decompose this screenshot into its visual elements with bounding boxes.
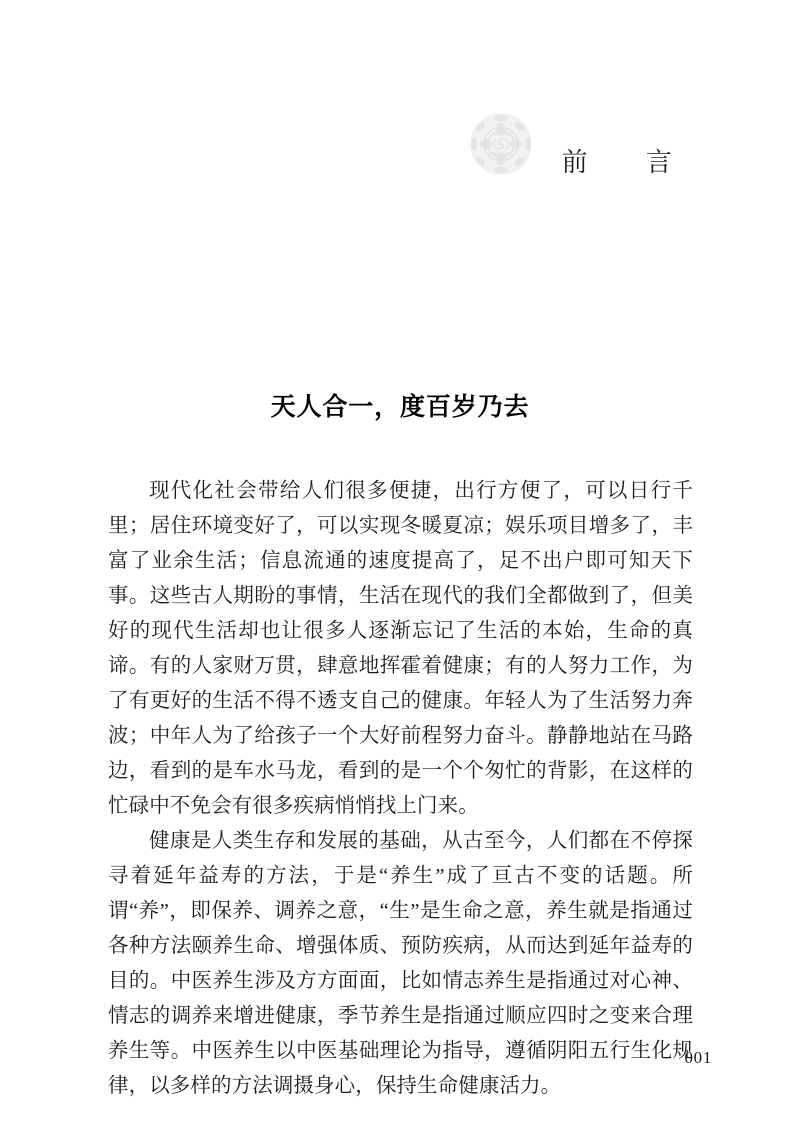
page-header: [470, 112, 692, 176]
floral-medallion-icon: [470, 113, 532, 175]
body-content: [108, 474, 693, 1104]
section-label: 前 言: [561, 148, 688, 177]
paragraph: 健康是人类生存和发展的基础，从古至今，人们都在不停探寻着延年益寿的方法，于是“养生”成了亘古不变的话题。所谓“养”，即保养、调养之意，“生”是生命之意，养生就是指通过各种方法颐养生命、增强体质、预防疾病，从而达到延年益寿的目的。中医养生涉及方方面面，比如情志养生是指通过对心神、情志的调养来增进健康，季节养生是指通过顺应四时之变来合理养生等。中医养生以中医基础理论为指导，遵循阴阳五行生化规律，以多样的方法调摄身心，保持生命健康活力。: [108, 830, 693, 1097]
page-title: 天人合一，度百岁乃去: [270, 392, 530, 421]
page-number: 001: [684, 1048, 712, 1067]
paragraph: 现代化社会带给人们很多便捷，出行方便了，可以日行千里；居住环境变好了，可以实现冬暖夏凉；娱乐项目增多了，丰富了业余生活；信息流通的速度提高了，足不出户即可知天下事。这些古人期盼的事情，生活在现代的我们全都做到了，但美好的现代生活却也让很多人逐渐忘记了生活的本始，生命的真谛。有的人家财万贯，肆意地挥霍着健康；有的人努力工作，为了有更好的生活不得不透支自己的健康。年轻人为了生活努力奔波；中年人为了给孩子一个大好前程努力奋斗。静静地站在马路边，看到的是车水马龙，看到的是一个个匆忙的背影，在这样的忙碌中不免会有很多疾病悄悄找上门来。: [108, 480, 693, 817]
